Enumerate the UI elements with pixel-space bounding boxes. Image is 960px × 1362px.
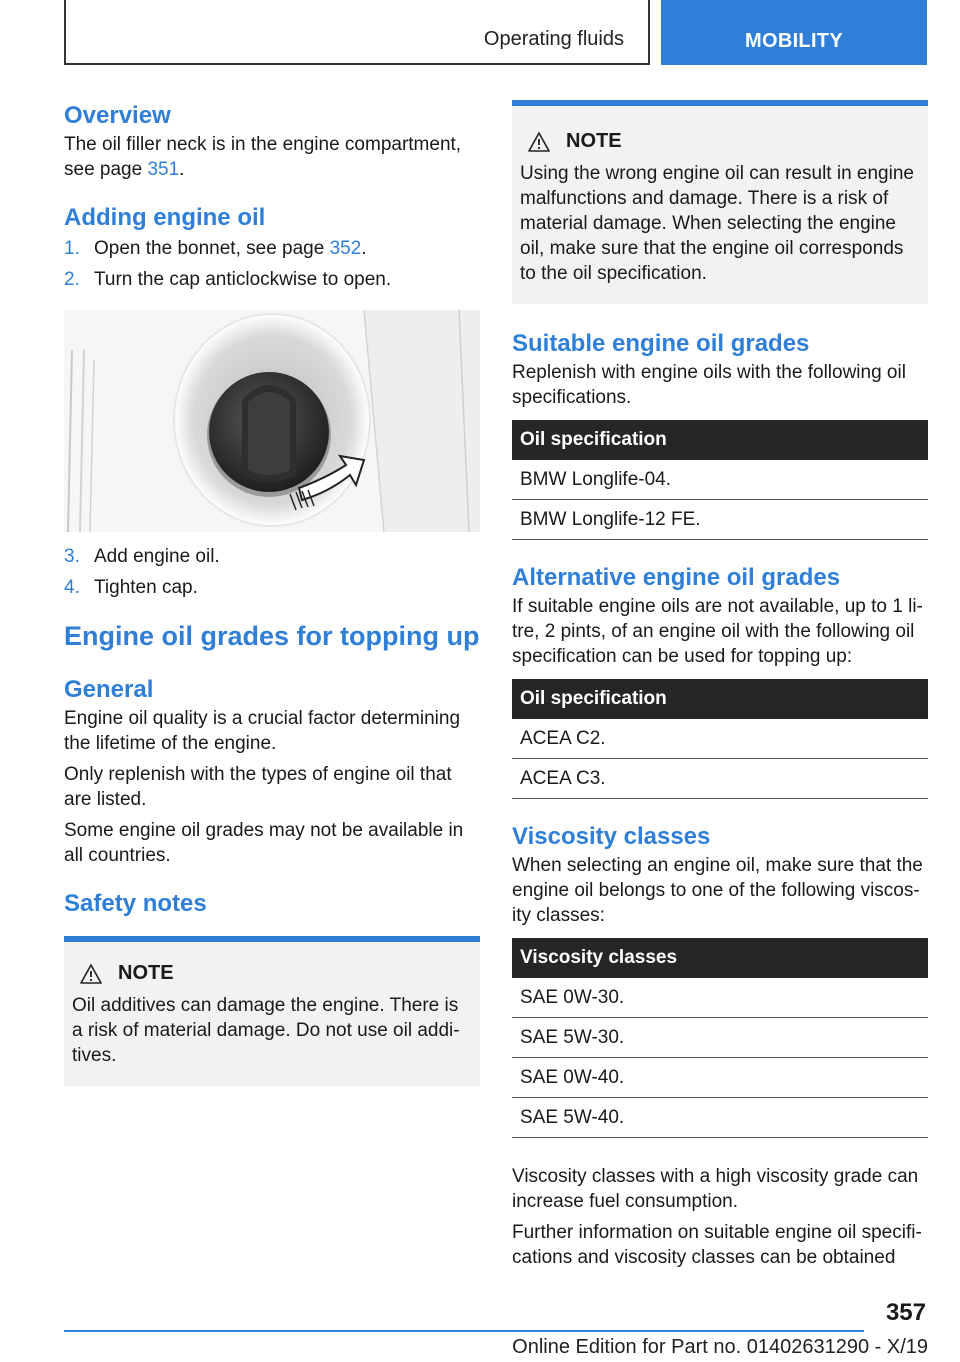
- list-text: Add engine oil.: [94, 546, 220, 567]
- table-row: BMW Longlife-12 FE.: [512, 500, 928, 540]
- list-item: [64, 544, 480, 569]
- list-item: [64, 267, 480, 292]
- header-chapter-tab[interactable]: MOBILITY: [661, 0, 927, 65]
- viscosity-heading: Viscosity classes: [512, 823, 711, 850]
- table-header: Oil specification: [512, 679, 928, 719]
- general-heading: General: [64, 676, 154, 703]
- table-row: ACEA C2.: [512, 719, 928, 759]
- note-title: NOTE: [118, 962, 174, 984]
- footer-edition: Online Edition for Part no. 01402631290 - X/19: [512, 1336, 928, 1358]
- table-row: SAE 0W-30.: [512, 978, 928, 1018]
- list-number: 1.: [64, 238, 80, 259]
- suitable-grades-heading: Suitable engine oil grades: [512, 330, 810, 357]
- general-paragraph: Only replenish with the types of engine oil that are listed.: [64, 764, 452, 810]
- note-text: Using the wrong engine oil can result in engine malfunctions and damage. There is a risk of material damage. When selecting the engine oil, make sure that the engine oil corresponds to the oil specification.: [520, 163, 914, 284]
- step-text: Open the bonnet, see page: [94, 238, 330, 259]
- list-item: [64, 575, 480, 600]
- right-column: [512, 100, 928, 1270]
- safety-notes-heading: Safety notes: [64, 890, 207, 917]
- viscosity-table: [512, 938, 928, 1138]
- suitable-grades-text: Replenish with engine oils with the following oil specifications.: [512, 362, 906, 408]
- viscosity-paragraph: Viscosity classes with a high viscosity grade can increase fuel consumption.: [512, 1166, 919, 1212]
- table-row: SAE 0W-40.: [512, 1058, 928, 1098]
- note-title: NOTE: [566, 130, 622, 152]
- table-row: ACEA C3.: [512, 759, 928, 799]
- page-number: 357: [885, 1299, 926, 1326]
- header-section-box: [64, 0, 650, 65]
- overview-text-before: The oil filler neck is in the engine compartment, see page: [64, 134, 462, 180]
- viscosity-text: When selecting an engine oil, make sure that the engine oil belongs to one of the following viscos‐ity classes:: [512, 855, 923, 926]
- overview-text: [64, 132, 480, 182]
- list-text: [94, 236, 367, 261]
- header-section-title: Operating fluids: [483, 28, 624, 50]
- list-item: [64, 236, 480, 261]
- adding-heading: Adding engine oil: [64, 204, 266, 231]
- footer-divider: [64, 1330, 864, 1332]
- table-row: SAE 5W-30.: [512, 1018, 928, 1058]
- general-paragraph: Some engine oil grades may not be available in all countries.: [64, 820, 464, 866]
- page-link-352[interactable]: 352: [329, 238, 362, 259]
- table-row: SAE 5W-40.: [512, 1098, 928, 1138]
- table-header: Viscosity classes: [512, 938, 928, 978]
- step-text-after: .: [361, 238, 367, 259]
- list-number: 2.: [64, 269, 80, 290]
- alternative-grades-text: If suitable engine oils are not available, up to 1 li‐tre, 2 pints, of an engine oil with the following oil specification can be used for topping up:: [512, 596, 923, 667]
- general-paragraph: Engine oil quality is a crucial factor determining the lifetime of the engine.: [64, 708, 461, 754]
- list-number: 3.: [64, 546, 80, 567]
- viscosity-paragraph: Further information on suitable engine oil specifi‐cations and viscosity classes can be obtained: [512, 1222, 922, 1268]
- warning-triangle-icon: [80, 964, 102, 984]
- note-text: Oil additives can damage the engine. There is a risk of material damage. Do not use oil addi‐tives.: [72, 995, 460, 1066]
- left-column: [64, 100, 480, 1086]
- overview-heading: Overview: [64, 102, 171, 129]
- oil-filler-cap-illustration: [64, 310, 480, 532]
- page-link-351[interactable]: 351: [147, 159, 180, 180]
- table-row: BMW Longlife-04.: [512, 460, 928, 500]
- grades-heading: Engine oil grades for topping up: [64, 621, 480, 651]
- alternative-grades-heading: Alternative engine oil grades: [512, 564, 841, 591]
- list-text: Turn the cap anticlockwise to open.: [94, 269, 392, 290]
- list-number: 4.: [64, 577, 80, 598]
- note-header: [80, 962, 470, 985]
- warning-triangle-icon: [528, 132, 550, 152]
- overview-text-after: .: [179, 159, 185, 180]
- note-header: [528, 130, 918, 153]
- alternative-oil-table: [512, 679, 928, 799]
- oil-cap-drawing: [64, 310, 480, 532]
- engine-oil-note-box: [512, 100, 928, 304]
- suitable-oil-table: [512, 420, 928, 540]
- safety-note-box: [64, 936, 480, 1086]
- table-header: Oil specification: [512, 420, 928, 460]
- list-text: Tighten cap.: [94, 577, 198, 598]
